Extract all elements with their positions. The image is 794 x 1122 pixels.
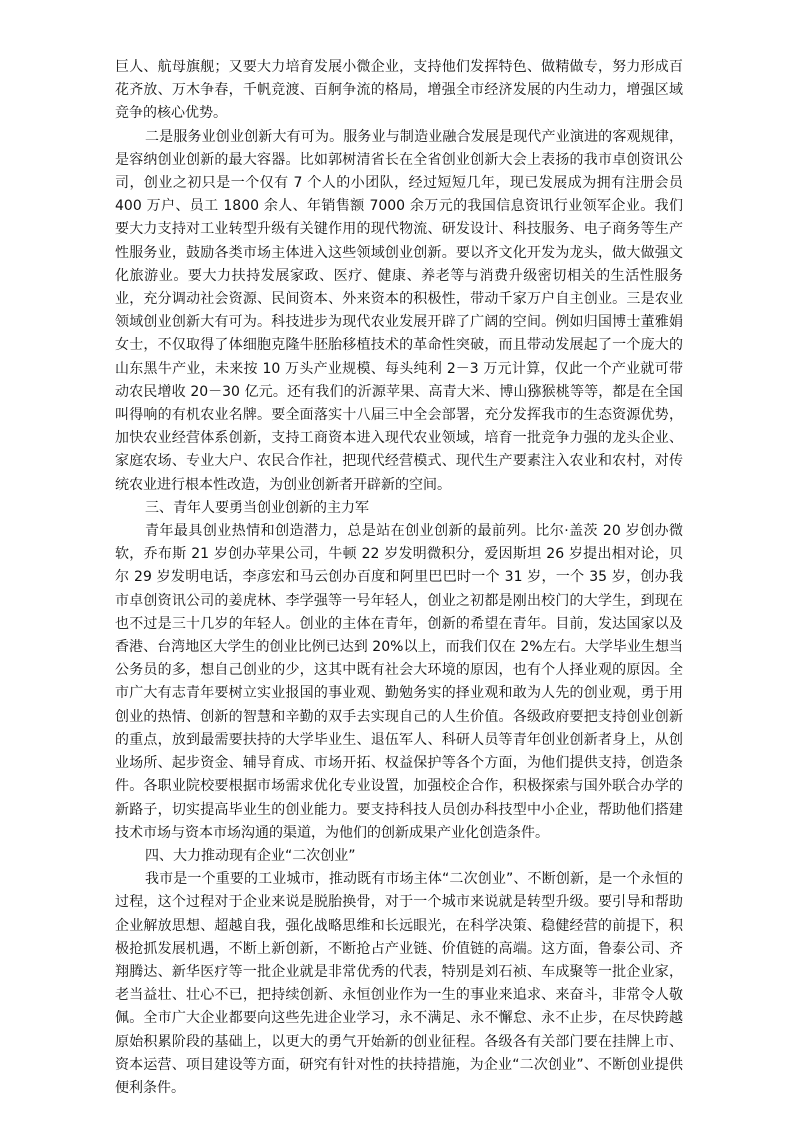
section-heading-youth: 三、青年人要勇当创业创新的主力军 (145, 499, 369, 516)
section-heading-second-venture: 四、大力推动现有企业“二次创业” (145, 847, 356, 864)
paragraph-service-agriculture: 二是服务业创业创新大有可为。服务业与制造业融合发展是现代产业演进的客观规律，是容纳创业创新的最大容器。比如郭树清省长在全省创业创新大会上表扬的我市卓创资讯公司，创业之初只是一个仅有 7 个人的小团队，经过短短几年，现已发展成为拥有注册会员 400 万户、员工 1800 余人、年销售额 7000 余万元的我国信息资讯行业领军企业。我们要大力支持对工业转型升级有关键作用的现代物流、研发设计、科技服务、电子商务等生产性服务业，鼓励各类市场主体进入这些领域创业创新。要以齐文化开发为龙头，做大做强文化旅游业。要大力扶持发展家政、医疗、健康、养老等与消费升级密切相关的生活性服务业，充分调动社会资源、民间资本、外来资本的积极性，带动千家万户自主创业。三是农业领域创业创新大有可为。科技进步为现代农业发展开辟了广阔的空间。例如归国博士董雅娟女士，不仅取得了体细胞克隆牛胚胎移植技术的革命性突破，而且带动发展起了一个庞大的山东黑牛产业，未来按 10 万头产业规模、每头纯利 2－3 万元计算，仅此一个产业就可带动农民增收 20－30 亿元。还有我们的沂源苹果、高青大米、博山猕猴桃等等，都是在全国叫得响的有机农业名牌。要全面落实十八届三中全会部署，充分发挥我市的生态资源优势，加快农业经营体系创新，支持工商资本进入现代农业领域，培育一批竞争力强的龙头企业、家庭农场、专业大户、农民合作社，把现代经营模式、现代生产要素注入农业和农村，对传统农业进行根本性改造，为创业创新者开辟新的空间。 (115, 128, 683, 493)
paragraph-youth: 青年最具创业热情和创造潜力，总是站在创业创新的最前列。比尔·盖茨 20 岁创办微软，乔布斯 21 岁创办苹果公司，牛顿 22 岁发明微积分，爱因斯坦 26 岁提出相对论，贝尔 29 岁发明电话，李彦宏和马云创办百度和阿里巴巴时一个 31 岁，一个 35 岁，创办我市卓创资讯公司的姜虎林、李学强等一号年轻人，创业之初都是刚出校门的大学生，到现在也不过是三十几岁的年轻人。创业的主体在青年，创新的希望在青年。目前，发达国家以及香港、台湾地区大学生的创业比例已达到 20%以上，而我们仅在 2%左右。大学毕业生想当公务员的多，想自己创业的少，这其中既有社会大环境的原因，也有个人择业观的原因。全市广大有志青年要树立实业报国的事业观、勤勉务实的择业观和敢为人先的创业观，勇于用创业的热情、创新的智慧和辛勤的双手去实现自己的人生价值。各级政府要把支持创业创新的重点，放到最需要扶持的大学毕业生、退伍军人、科研人员等青年创业创新者身上，从创业场所、起步资金、辅导育成、市场开拓、权益保护等各个方面，为他们提供支持，创造条件。各职业院校要根据市场需求优化专业设置，加强校企合作，积极探索与国外联合办学的新路子，切实提高毕业生的创业能力。要支持科技人员创办科技型中小企业，帮助他们搭建技术市场与资本市场沟通的渠道，为他们的创新成果产业化创造条件。 (115, 523, 683, 841)
paragraph-second-venture: 我市是一个重要的工业城市，推动既有市场主体“二次创业”、不断创新，是一个永恒的过程，这个过程对于企业来说是脱胎换骨，对于一个城市来说就是转型升级。要引导和帮助企业解放思想、超越自我，强化战略思维和长远眼光，在科学决策、稳健经营的前提下，积极抢抓发展机遇，不断上新创新，不断抢占产业链、价值链的高端。这方面，鲁泰公司、齐翔腾达、新华医疗等一批企业就是非常优秀的代表，特别是刘石祯、车成聚等一批企业家，老当益壮、壮心不已，把持续创新、永恒创业作为一生的事业来追求、来奋斗，非常令人敬佩。全市广大企业都要向这些先进企业学习，永不满足、永不懈怠、永不止步，在尽快跨越原始积累阶段的基础上，以更大的勇气开始新的创业征程。各级各有关部门要在挂牌上市、资本运营、项目建设等方面，研究有针对性的扶持措施，为企业“二次创业”、不断创业提供便利条件。 (115, 871, 683, 1096)
paragraph-continuation: 巨人、航母旗舰；又要大力培育发展小微企业，支持他们发挥特色、做精做专，努力形成百花齐放、万木争春，千帆竞渡、百舸争流的格局，增强全市经济发展的内生动力，增强区域竞争的核心优势。 (115, 59, 683, 122)
document-page (115, 56, 683, 1100)
